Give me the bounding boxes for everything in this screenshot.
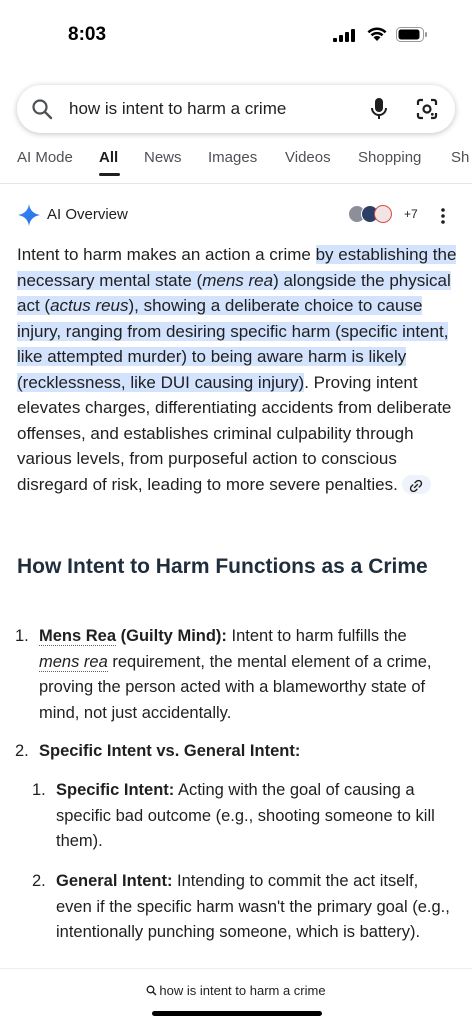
bottom-query-bar[interactable] [0,968,472,1024]
tab-ai-mode[interactable]: AI Mode [17,149,73,166]
tab-images[interactable]: Images [208,149,258,166]
tab-news[interactable]: News [144,149,182,166]
glossary-term[interactable]: Mens Rea [39,627,117,645]
highlighted-text: ), showing a deliberate choice to cause injury, ranging from desiring specific harm (specific intent, like attempted murder) to being aware harm is likely (recklessness, like DUI causing injury) [17,296,449,392]
list-number: 2. [32,872,46,890]
microphone-icon[interactable] [369,96,389,127]
source-link-chip[interactable] [402,475,431,494]
list-item-label: Specific Intent: [56,781,175,799]
list-item-label: (Guilty Mind): [116,627,227,645]
bottom-query[interactable]: how is intent to harm a crime [0,983,472,998]
list-item-label: General Intent: [56,872,173,890]
overview-tail: . Proving intent elevates charges, differentiating accidents from deliberate offenses, and establishes criminal culpability through various levels, from purposeful action to conscious disregard of risk, leading to more severe penalties. [17,372,452,494]
list-item [39,739,449,765]
search-tabs [0,138,472,184]
glossary-term[interactable]: mens rea [39,652,108,671]
list-number: 1. [15,627,29,645]
battery-icon [396,27,428,47]
ai-overview-title: AI Overview [47,206,128,223]
source-favicons[interactable] [348,203,422,227]
section-heading: How Intent to Harm Functions as a Crime [17,555,428,578]
highlighted-italic-term: mens rea [202,270,274,290]
list-number: 2. [15,742,29,760]
more-options-icon[interactable] [440,207,446,230]
list-number: 1. [32,781,46,799]
search-input[interactable]: how is intent to harm a crime [69,99,287,118]
status-bar [0,0,472,62]
tab-all[interactable]: All [99,149,119,166]
wifi-icon [366,25,388,47]
search-box[interactable] [17,85,455,133]
sources-more-count: +7 [404,207,418,221]
ai-overview-text [17,242,457,497]
highlighted-text: by establishing the necessary mental state ( [17,245,457,290]
list-item: Specific Intent: Acting with the goal of causing a specific bad outcome (e.g., shooting someone to kill them). [56,781,435,850]
overview-intro: Intent to harm makes an action a crime [17,245,316,264]
source-favicon [374,205,392,223]
list-item: Mens Rea (Guilty Mind): Intent to harm fulfills the mens rea requirement, the mental element of a crime, proving the person acted with a blameworthy state of mind, not just accidentally. [39,627,432,722]
highlighted-italic-term: actus reus [50,296,129,315]
gemini-spark-icon [18,204,40,231]
ai-overview-header [18,203,458,229]
list-item: General Intent: Intending to commit the act itself, even if the specific harm wasn't the primary goal (e.g., intentionally punching someone, which is battery). [56,872,450,941]
cellular-signal-icon [333,29,355,47]
search-icon [146,985,157,996]
link-icon [409,479,423,493]
tab-videos[interactable]: Videos [285,149,331,166]
list-item-label: Specific Intent vs. General Intent: [39,742,301,760]
tab-shopping[interactable]: Shopping [358,149,422,166]
search-icon [31,98,53,125]
home-indicator[interactable] [152,1011,322,1016]
camera-lens-icon[interactable] [415,97,439,126]
highlighted-text: ) alongside the physical act ( [17,270,451,315]
tab-truncated[interactable]: Sh [451,149,470,166]
active-tab-indicator [99,173,120,176]
status-time: 8:03 [68,24,107,45]
